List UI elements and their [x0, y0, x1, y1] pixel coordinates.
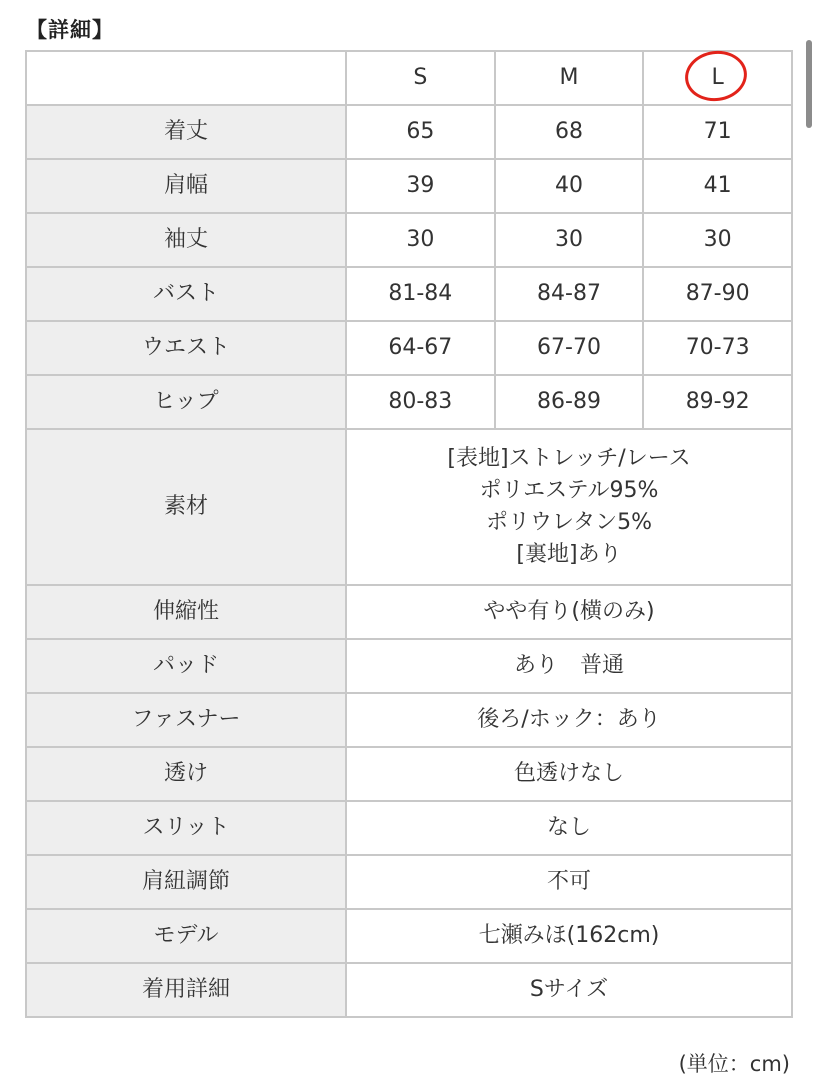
size-header-l: [643, 51, 792, 105]
size-header-m: [495, 51, 644, 105]
table-cell: Sサイズ: [346, 963, 792, 1017]
material-line: ポリウレタン5%: [485, 510, 653, 535]
table-cell: 七瀬みほ(162cm): [346, 909, 792, 963]
table-cell: 40: [495, 159, 644, 213]
table-cell: 84-87: [495, 267, 644, 321]
table-cell: やや有り(横のみ): [346, 585, 792, 639]
row-label: 着丈: [26, 105, 346, 159]
row-label: 袖丈: [26, 213, 346, 267]
table-row: [26, 855, 792, 909]
row-label: ファスナー: [26, 693, 346, 747]
row-label: バスト: [26, 267, 346, 321]
table-cell: 86-89: [495, 375, 644, 429]
material-row: [26, 429, 792, 585]
material-line: ポリエステル95%: [479, 478, 659, 504]
table-row: [26, 321, 792, 375]
row-label: スリット: [26, 801, 346, 855]
material-line: [表地]ストレッチ/レース: [447, 446, 691, 472]
table-row: [26, 267, 792, 321]
table-cell: 30: [346, 213, 495, 267]
size-header-row: [26, 51, 792, 105]
table-row: [26, 585, 792, 639]
table-cell: 30: [495, 213, 644, 267]
table-cell: 不可: [346, 855, 792, 909]
header-corner-cell: [26, 51, 346, 105]
material-cell: [346, 429, 792, 585]
section-heading: 【詳細】: [26, 18, 114, 42]
table-cell: 色透けなし: [346, 747, 792, 801]
table-row: [26, 963, 792, 1017]
table-cell: 81-84: [346, 267, 495, 321]
table-row: [26, 213, 792, 267]
table-row: [26, 639, 792, 693]
size-label: M: [559, 65, 579, 91]
row-label: 透け: [26, 747, 346, 801]
table-cell: なし: [346, 801, 792, 855]
size-label: S: [413, 65, 428, 91]
row-label: 着用詳細: [26, 963, 346, 1017]
table-row: [26, 747, 792, 801]
table-cell: 64-67: [346, 321, 495, 375]
unit-note: (単位：cm): [678, 1052, 790, 1076]
table-cell: 71: [643, 105, 792, 159]
red-circle-mark: [681, 47, 749, 105]
vertical-scrollbar[interactable]: [806, 40, 812, 128]
table-row: [26, 909, 792, 963]
table-row: [26, 375, 792, 429]
row-label: 伸縮性: [26, 585, 346, 639]
row-label: ヒップ: [26, 375, 346, 429]
row-label: パッド: [26, 639, 346, 693]
size-detail-table: [25, 50, 793, 1018]
row-label: 肩幅: [26, 159, 346, 213]
size-label: L: [711, 65, 724, 91]
table-cell: 39: [346, 159, 495, 213]
row-label: 素材: [26, 429, 346, 585]
table-cell: 後ろ/ホック：あり: [346, 693, 792, 747]
table-cell: 89-92: [643, 375, 792, 429]
table-cell: 41: [643, 159, 792, 213]
table-cell: 87-90: [643, 267, 792, 321]
table-cell: あり 普通: [346, 639, 792, 693]
table-row: [26, 801, 792, 855]
table-cell: 68: [495, 105, 644, 159]
table-cell: 70-73: [643, 321, 792, 375]
row-label: 肩紐調節: [26, 855, 346, 909]
table-cell: 80-83: [346, 375, 495, 429]
table-row: [26, 105, 792, 159]
table-cell: 30: [643, 213, 792, 267]
table-row: [26, 159, 792, 213]
row-label: ウエスト: [26, 321, 346, 375]
table-row: [26, 693, 792, 747]
table-cell: 65: [346, 105, 495, 159]
circled-size-annotation: [712, 62, 724, 94]
row-label: モデル: [26, 909, 346, 963]
material-line: [裏地]あり: [516, 541, 622, 567]
size-header-s: [346, 51, 495, 105]
table-cell: 67-70: [495, 321, 644, 375]
